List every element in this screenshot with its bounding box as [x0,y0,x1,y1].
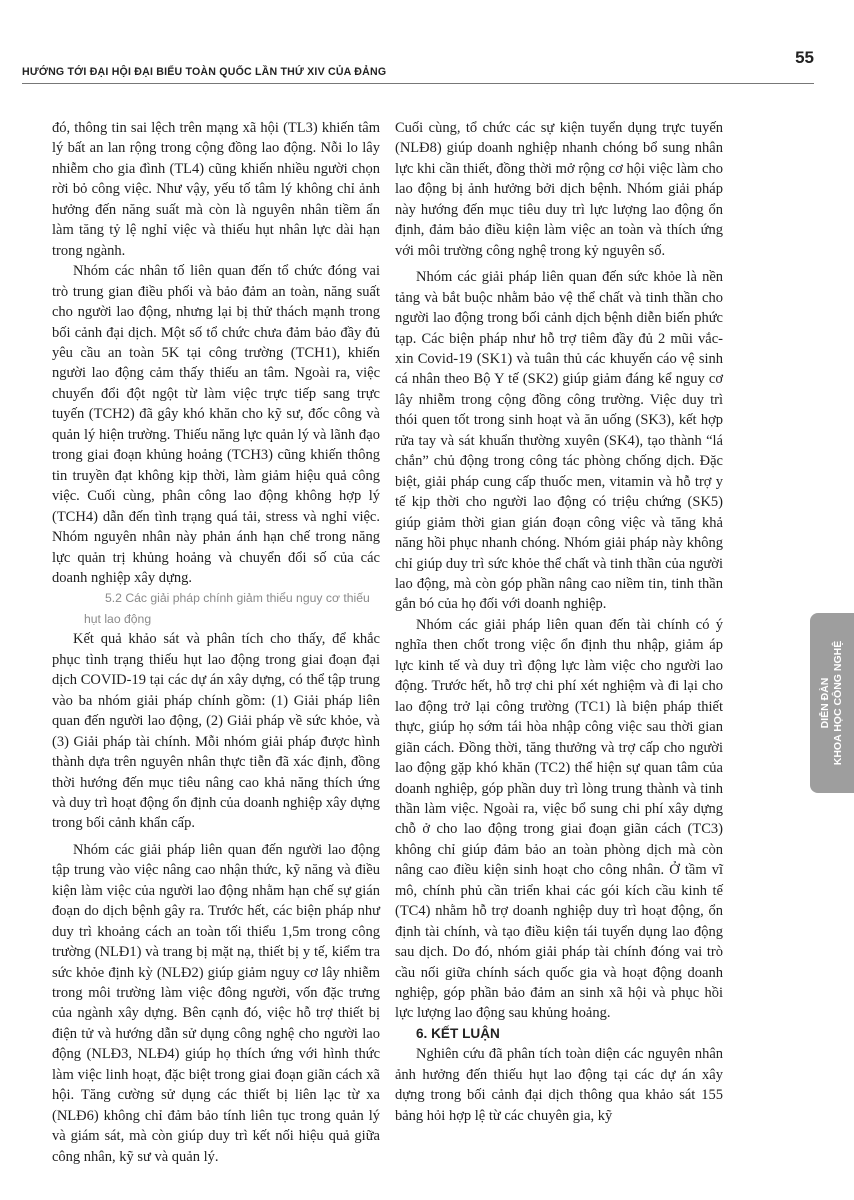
right-column [395,118,723,1126]
paragraph: đó, thông tin sai lệch trên mạng xã hội (TL3) khiến tâm lý bất an lan rộng trong cộng đồng lao động. Nỗi lo lây nhiễm cho gia đình (TL4) cũng khiến nhiều người chọn rời bỏ công việc. Như vậy, yếu tố tâm lý không chỉ ảnh hưởng đến năng suất mà còn là nguyên nhân tiềm ẩn làm tăng tỷ lệ nghỉ việc và thiếu hụt nhân lực dài hạn trong ngành. [52,120,380,259]
paragraph: Kết quả khảo sát và phân tích cho thấy, để khắc phục tình trạng thiếu hụt lao động trong giai đoạn đại dịch COVID-19 tại các dự án xây dựng, có thể tập trung vào ba nhóm giải pháp chính gồm: (1) Giải pháp liên quan đến người lao động, (2) Giải pháp về sức khỏe, và (3) Giải pháp tài chính. Mỗi nhóm giải pháp được hình thành dựa trên nguyên nhân thực tiễn đã xác định, đồng thời hướng đến mục tiêu nâng cao khả năng thích ứng và duy trì hoạt động ổn định của doanh nghiệp xây dựng trong bối cảnh khẩn cấp. [52,631,381,832]
paragraph: Nhóm các giải pháp liên quan đến sức khỏe là nền tảng và bắt buộc nhằm bảo vệ thể chất và tinh thần cho người lao động trong bối cảnh dịch bệnh diễn biến phức tạp. Các biện pháp như hỗ trợ tiêm đầy đủ 2 mũi vắc-xin Covid-19 (SK1) và tuân thủ các khuyến cáo vệ sinh cá nhân theo Bộ Y tế (SK2) giúp giảm đáng kể nguy cơ lây nhiễm trong cộng đồng công trường. Việc duy trì thói quen tốt trong sinh hoạt và ăn uống (SK3), kết hợp rửa tay và sát khuẩn thường xuyên (SK4), tạo thành “lá chắn” chủ động trong công tác phòng chống dịch. Đặc biệt, giải pháp cung cấp thuốc men, vitamin và hỗ trợ y tế kịp thời cho người lao động có triệu chứng (SK5) giúp giảm thời gian gián đoạn công việc và tăng khả năng hồi phục nhanh chóng. Nhóm giải pháp này không chỉ giúp duy trì sức khỏe thể chất và tinh thần của người lao động, mà còn góp phần nâng cao niềm tin, tinh thần gắn bó của họ đối với doanh nghiệp. [395,269,723,613]
section-heading: 6. KẾT LUẬN [416,1025,500,1041]
header-divider [22,83,814,84]
section-side-tab [810,613,854,793]
paragraph: Nghiên cứu đã phân tích toàn diện các nguyên nhân ảnh hưởng đến thiếu hụt lao động tại các dự án xây dựng trong bối cảnh đại dịch thông qua khảo sát 155 bảng hỏi hợp lệ từ các chuyên gia, kỹ [395,1046,723,1124]
left-column [52,118,380,1167]
paragraph: Nhóm các giải pháp liên quan đến tài chính có ý nghĩa then chốt trong việc ổn định thu nhập, giảm áp lực kinh tế và duy trì động lực làm việc cho người lao động. Trước hết, hỗ trợ chi phí xét nghiệm và đi lại cho lao động trở lại công trường (TC1) là biện pháp thiết thực, giúp họ sớm tái hòa nhập công việc sau thời gian giãn cách. Đồng thời, tăng thưởng và trợ cấp cho người lao động gặp khó khăn (TC2) thể hiện sự quan tâm của doanh nghiệp, góp phần duy trì lòng trung thành và tinh thần làm việc. Ngoài ra, việc bổ sung chi phí xây dựng chỗ ở cho lao động trong giai đoạn giãn cách (TC3) không chỉ giúp đảm bảo an toàn phòng dịch mà còn nâng cao điều kiện sinh hoạt cho công nhân. Ở tầm vĩ mô, chính phủ cần triển khai các gói kích cầu kinh tế (TC4) nhằm hỗ trợ doanh nghiệp duy trì hoạt động, ổn định tài chính, và tạo điều kiện tái tuyển dụng lao động sau dịch. Do đó, nhóm giải pháp tài chính đóng vai trò cầu nối giữa chính sách quốc gia và hoạt động doanh nghiệp, góp phần bảo đảm an sinh xã hội và phục hồi lực lượng lao động sau khủng hoảng. [395,616,723,1022]
header-title: HƯỚNG TỚI ĐẠI HỘI ĐẠI BIỂU TOÀN QUỐC LẦN THỨ XIV CỦA ĐẢNG [22,66,387,78]
side-tab-label [819,618,845,788]
paragraph: Nhóm các nhân tố liên quan đến tổ chức đóng vai trò trung gian điều phối và bảo đảm an toàn, năng suất cho người lao động, nhưng lại bị thử thách mạnh trong bối cảnh đại dịch. Một số tổ chức chưa đảm bảo đầy đủ yêu cầu an toàn 5K tại công trường (TCH1), khiến người lao động cảm thấy thiếu an tâm. Ngoài ra, việc chuyển đổi đột ngột từ làm việc trực tiếp sang trực tuyến (TCH2) đã gây khó khăn cho kỹ sư, đốc công và quản lý hiện trường. Thiếu năng lực quản lý và lãnh đạo trong giai đoạn khủng hoảng (TCH3) cũng khiến thông tin truyền đạt không kịp thời, làm giảm hiệu quả công việc. Cuối cùng, phân công lao động không hợp lý (TCH4) dẫn đến tình trạng quá tải, stress và nghỉ việc. Nhóm nguyên nhân này phản ánh hạn chế trong năng lực quản trị khủng hoảng và chuyển đổi số của các doanh nghiệp xây dựng. [52,263,380,586]
subsection-heading: 5.2 Các giải pháp chính giảm thiểu nguy cơ thiếu hụt lao động [84,591,370,626]
page-number: 55 [795,48,814,67]
paragraph: Nhóm các giải pháp liên quan đến người lao động tập trung vào việc nâng cao nhận thức, kỹ năng và điều kiện làm việc của người lao động nhằm hạn chế sự gián đoạn do dịch bệnh gây ra. Trước hết, các biện pháp như duy trì khoảng cách an toàn tối thiểu 1,5m trong công trường (NLĐ1) và trang bị mặt nạ, thiết bị y tế, kiểm tra sức khỏe định kỳ (NLĐ2) giúp giảm nguy cơ lây nhiễm trong môi trường làm việc đông người, vốn đặc trưng của ngành xây dựng. Bên cạnh đó, việc hỗ trợ thiết bị điện tử và hướng dẫn sử dụng công nghệ cho người lao động (NLĐ3, NLĐ4) giúp họ thích ứng với hình thức làm việc linh hoạt, đặc biệt trong giai đoạn giãn cách xã hội. Tăng cường sử dụng các thiết bị liên lạc từ xa (NLĐ6) không chỉ đảm bảo tính liên tục trong quản lý và giám sát, mà còn giúp duy trì kết nối hiệu quả giữa công nhân, kỹ sư và quản lý. [52,841,380,1165]
paragraph: Cuối cùng, tổ chức các sự kiện tuyển dụng trực tuyến (NLĐ8) giúp doanh nghiệp nhanh chóng bổ sung nhân lực khi cần thiết, đồng thời mở rộng cơ hội việc làm cho lao động bị ảnh hưởng bởi dịch bệnh. Nhóm giải pháp này hướng đến mục tiêu duy trì lực lượng lao động ổn định, đảm bảo điều kiện làm việc an toàn và thích ứng với môi trường công nghệ trong kỷ nguyên số. [395,120,723,259]
side-tab-line: KHOA HỌC CÔNG NGHỆ [832,640,844,766]
side-tab-line: DIỄN ĐÀN [819,677,831,729]
